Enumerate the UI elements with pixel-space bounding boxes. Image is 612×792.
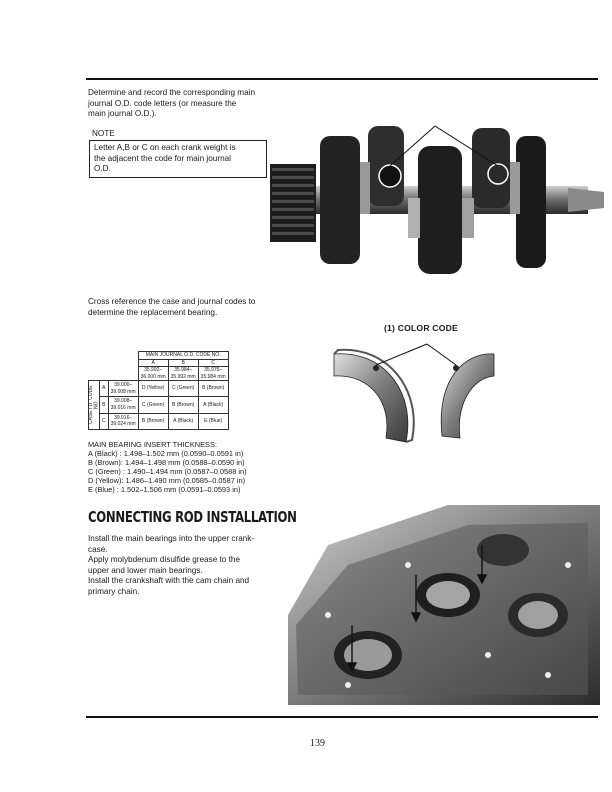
note-title: NOTE xyxy=(92,129,115,138)
section-heading: CONNECTING ROD INSTALLATION xyxy=(88,508,297,526)
page-number: 139 xyxy=(310,738,325,749)
code-table-wrapper xyxy=(88,351,229,430)
bearing-cell: B (Brown) xyxy=(198,381,228,397)
row-letter: A xyxy=(100,381,109,397)
cross-ref-line: Cross reference the case and journal codes to xyxy=(88,297,256,306)
install-line: primary chain. xyxy=(88,586,140,596)
install-line: Install the crankshaft with the cam chain and xyxy=(88,576,250,586)
crankshaft-photo xyxy=(268,106,604,278)
intro-paragraph xyxy=(88,88,268,120)
thickness-line: E (Blue) : 1.502–1.506 mm (0.0591–0.0593 in) xyxy=(88,485,241,494)
install-line: case. xyxy=(88,544,108,554)
color-code-label: (1) COLOR CODE xyxy=(384,323,458,333)
install-paragraph xyxy=(88,534,273,598)
cross-ref-line: determine the replacement bearing. xyxy=(88,307,218,317)
thickness-line: B (Brown): 1.494–1.498 mm (0.0588–0.0590 in) xyxy=(88,458,245,467)
bearing-cell: A (Black) xyxy=(198,397,228,413)
top-rule xyxy=(86,78,598,80)
note-box xyxy=(89,140,267,178)
case-id-label: CASE I.D. CODE NO. xyxy=(88,385,100,425)
row-letter: C xyxy=(100,413,109,429)
bearing-cell: B (Brown) xyxy=(168,397,198,413)
column-range: 35.992– 36.000 mm xyxy=(138,367,168,381)
column-letter: A xyxy=(138,359,168,367)
bearing-cell: E (Blue) xyxy=(198,413,228,429)
thickness-title: MAIN BEARING INSERT THICKNESS: xyxy=(88,440,217,449)
thickness-line: C (Green) : 1.490–1.494 mm (0.0587–0.0588 in) xyxy=(88,467,247,476)
row-range: 39.008– 39.016 mm xyxy=(108,397,138,413)
thickness-line: D (Yellow): 1.486–1.490 mm (0.0585–0.0587 in) xyxy=(88,476,246,485)
table-header: MAIN JOURNAL O.D. CODE NO. xyxy=(138,352,228,360)
install-line: Install the main bearings into the upper crank- xyxy=(88,534,255,543)
bearing-photo xyxy=(324,332,504,452)
thickness-block xyxy=(88,440,247,494)
cross-ref-paragraph xyxy=(88,297,288,318)
intro-line: journal O.D. code letters (or measure the xyxy=(88,98,237,108)
row-range: 39.016– 39.024 mm xyxy=(108,413,138,429)
row-range: 39.000– 39.008 mm xyxy=(108,381,138,397)
note-line: Letter A,B or C on each crank weight is xyxy=(94,143,236,152)
bearing-cell: B (Brown) xyxy=(138,413,168,429)
column-letter: B xyxy=(168,359,198,367)
bottom-rule xyxy=(86,716,598,718)
install-line: Apply molybdenum disulfide grease to the xyxy=(88,555,241,565)
bearing-cell: D (Yellow) xyxy=(138,381,168,397)
note-line: the adjacent the code for main journal xyxy=(94,153,232,163)
code-table xyxy=(88,351,229,430)
column-range: 35.975– 35.984 mm xyxy=(198,367,228,381)
intro-line: Determine and record the corresponding main xyxy=(88,88,256,97)
row-letter: B xyxy=(100,397,109,413)
column-letter: C xyxy=(198,359,228,367)
bearing-cell: C (Green) xyxy=(168,381,198,397)
side-label-cell xyxy=(89,381,100,430)
install-line: upper and lower main bearings. xyxy=(88,565,203,575)
bearing-cell: A (Black) xyxy=(168,413,198,429)
bearing-cell: C (Green) xyxy=(138,397,168,413)
note-line: O.D. xyxy=(94,164,111,174)
column-range: 35.984– 35.992 mm xyxy=(168,367,198,381)
thickness-line: A (Black) : 1.498–1.502 mm (0.0590–0.0591 in) xyxy=(88,449,244,458)
intro-line: main journal O.D.). xyxy=(88,109,157,119)
crankcase-photo xyxy=(288,505,600,705)
